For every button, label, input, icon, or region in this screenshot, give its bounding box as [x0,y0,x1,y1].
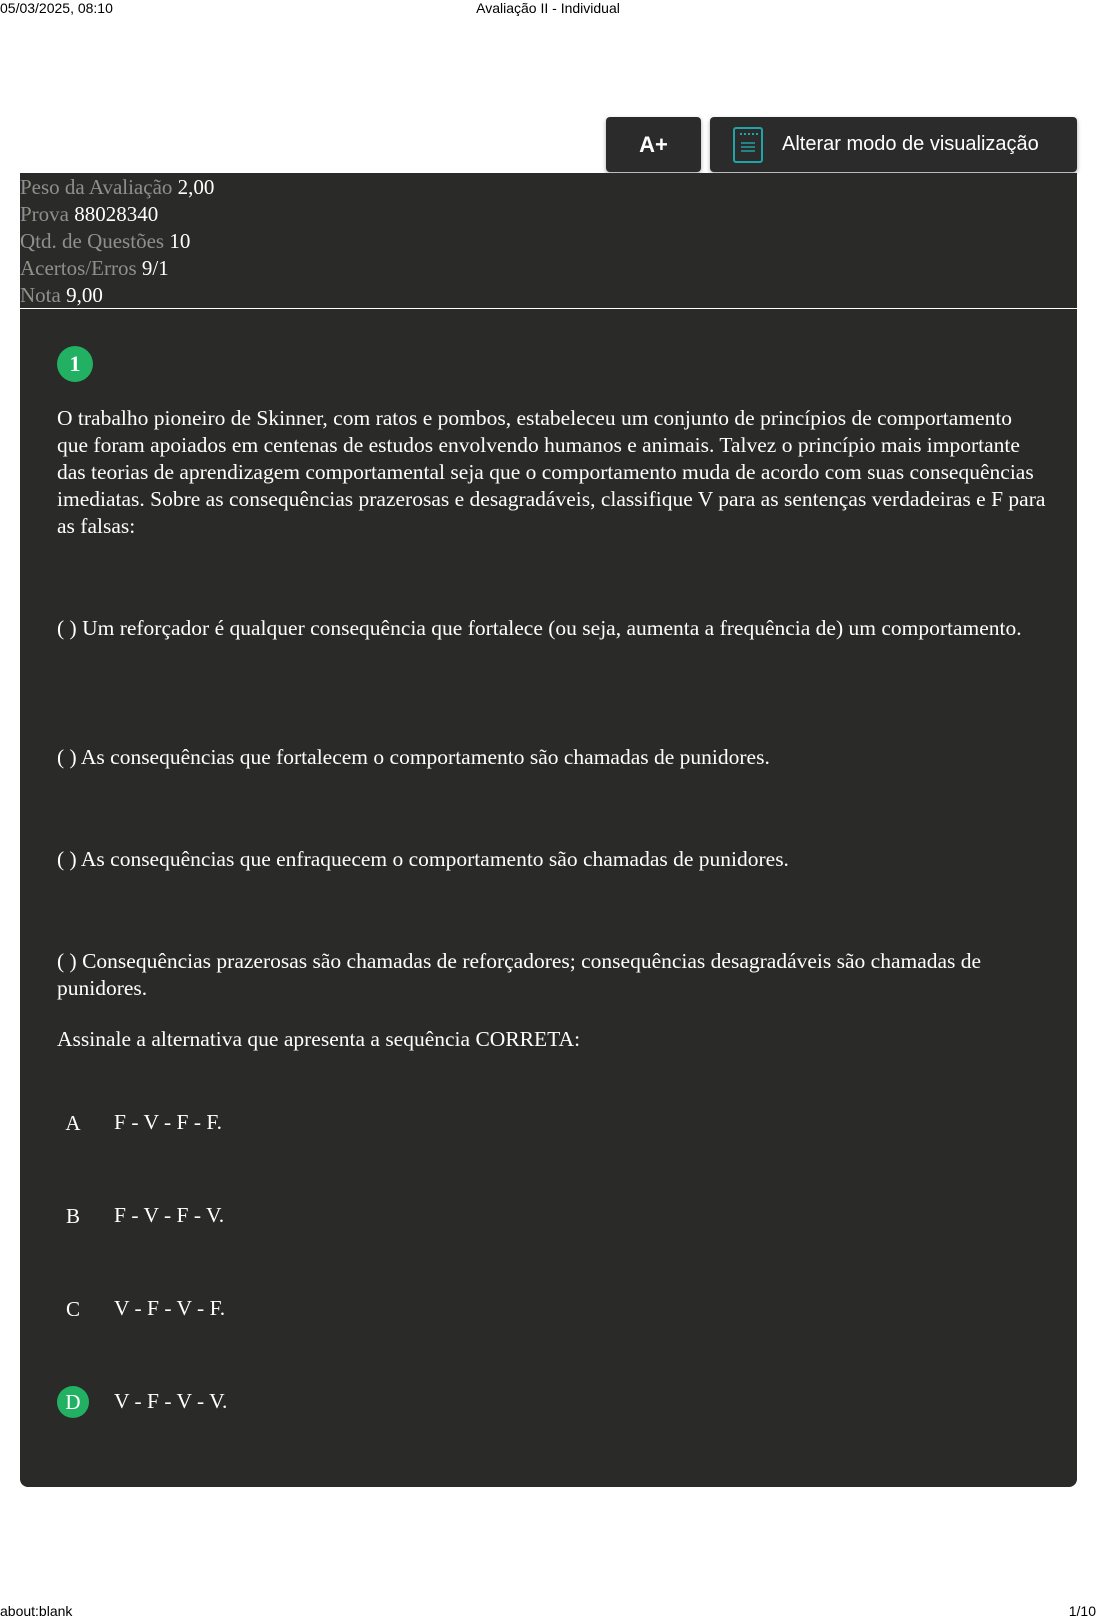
print-datetime: 05/03/2025, 08:10 [0,0,113,16]
print-url: about:blank [0,1603,73,1619]
summary-peso: Peso da Avaliação 2,00 [20,175,215,199]
alternative-letter: B [65,1204,80,1228]
statement-item: ( ) Um reforçador é qualquer consequência que fortalece (ou seja, aumenta a frequência de) um comportamento. [57,616,1022,640]
alternative-letter: A [65,1111,81,1135]
alternative-c[interactable] [57,1293,457,1329]
question-card [20,309,1077,1487]
alternative-text: F - V - F - F. [114,1110,223,1134]
alternative-b[interactable] [57,1200,457,1236]
alternative-d-correct[interactable] [57,1386,457,1422]
question-number-badge: 1 [57,346,93,382]
alternative-text: F - V - F - V. [114,1203,225,1227]
print-footer [0,1603,1096,1621]
alternative-text: V - F - V - V. [114,1389,228,1413]
correct-answer-badge: D [57,1386,89,1418]
statement-item: ( ) Consequências prazerosas são chamadas de reforçadores; consequências desagradáveis são chamadas de punidores. [57,949,982,1000]
summary-acertos-erros: Acertos/Erros 9/1 [20,256,169,280]
print-header [0,0,1096,18]
assessment-summary [20,173,1077,308]
statement-item: ( ) As consequências que enfraquecem o comportamento são chamadas de punidores. [57,847,789,871]
document-icon [732,126,764,164]
print-page-number: 1/10 [1068,1603,1096,1619]
change-view-mode-button[interactable] [710,117,1077,172]
increase-font-button[interactable]: A+ [606,117,701,172]
statement-item: ( ) As consequências que fortalecem o comportamento são chamadas de punidores. [57,745,770,769]
change-view-mode-label: Alterar modo de visualização [782,133,1039,155]
alternative-text: V - F - V - F. [114,1296,226,1320]
question-prompt: Assinale a alternativa que apresenta a sequência CORRETA: [57,1027,581,1051]
summary-qtd-questoes: Qtd. de Questões 10 [20,229,191,253]
summary-nota: Nota 9,00 [20,283,103,307]
print-page-title: Avaliação II - Individual [476,0,620,16]
summary-prova: Prova 88028340 [20,202,159,226]
alternative-a[interactable] [57,1107,457,1143]
alternative-letter: C [65,1297,80,1321]
question-statement: O trabalho pioneiro de Skinner, com ratos e pombos, estabeleceu um conjunto de princípios de comportamento que foram apoiados em centenas de estudos envolvendo humanos e animais. Talvez o princípio mais importante das teorias de aprendizagem comportamental seja que o comportamento muda de acordo com suas consequências imediatas. Sobre as consequências prazerosas e desagradáveis, classifique V para as sentenças verdadeiras e F para as falsas: [57,406,1046,538]
